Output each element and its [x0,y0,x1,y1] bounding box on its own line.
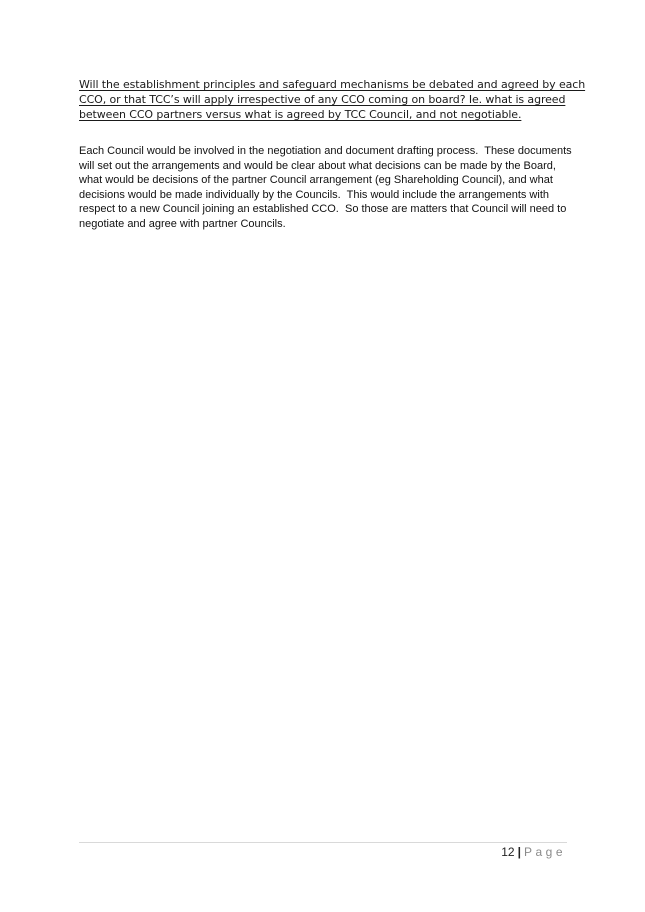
page-footer [501,845,566,859]
answer-paragraph [79,144,579,231]
question-text [79,77,586,122]
question-line: Will the establishment principles and safeguard mechanisms be debated and agreed by each [79,78,586,91]
page-label: Page [523,845,566,859]
answer-line: respect to a new Council joining an established CCO. So those are matters that Council will need to [79,203,567,215]
answer-line: decisions would be made individually by the Councils. This would include the arrangements with [79,188,549,201]
footer-separator: | [517,845,521,859]
answer-line: will set out the arrangements and would be clear about what decisions can be made by the Board, [79,159,556,172]
page-number: 12 [501,845,515,859]
answer-line: negotiate and agree with partner Councils. [79,217,286,230]
answer-line: what would be decisions of the partner Council arrangement (eg Shareholding Council), and what [79,174,553,186]
question-line: CCO, or that TCC’s will apply irrespective of any CCO coming on board? Ie. what is agreed [79,93,566,106]
answer-line: Each Council would be involved in the negotiation and document drafting process. These documents [79,145,572,157]
question-line: between CCO partners versus what is agreed by TCC Council, and not negotiable. [79,108,522,121]
footer-divider [79,842,567,843]
